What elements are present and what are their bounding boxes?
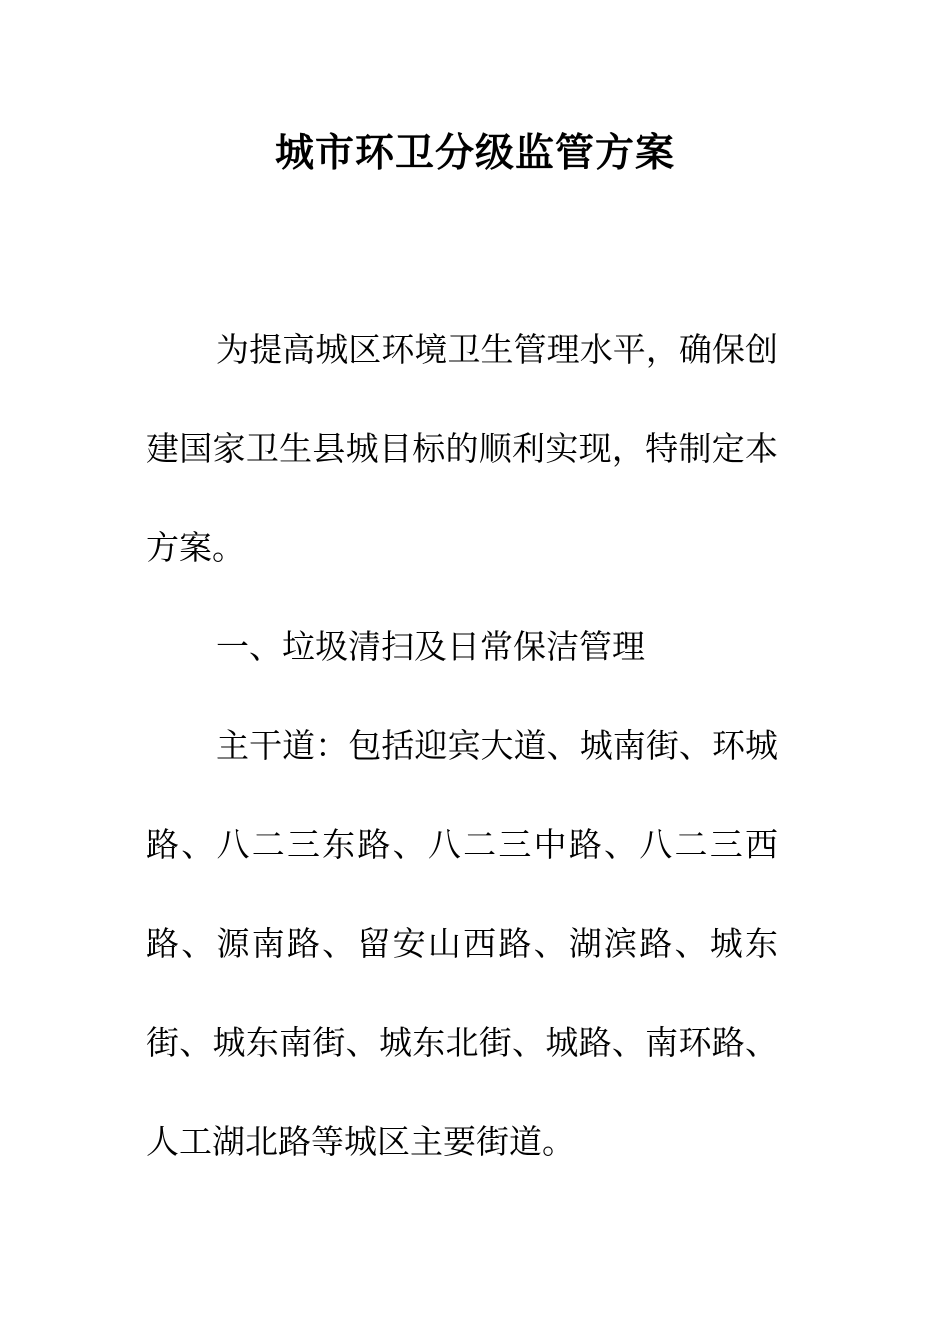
document-title: 城市环卫分级监管方案 (274, 131, 675, 176)
intro-paragraph: 为提高城区环境卫生管理水平，确保创建国家卫生县城目标的顺利实现，特制定本方案。 (146, 330, 778, 567)
document-body (146, 300, 778, 1191)
main-roads-paragraph: 主干道：包括迎宾大道、城南街、环城路、八二三东路、八二三中路、八二三西路、源南路、留安山西路、湖滨路、城东街、城东南街、城东北街、城路、南环路、人工湖北路等城区主要街道。 (146, 726, 778, 1161)
section-heading: 一、垃圾清扫及日常保洁管理 (216, 627, 645, 666)
